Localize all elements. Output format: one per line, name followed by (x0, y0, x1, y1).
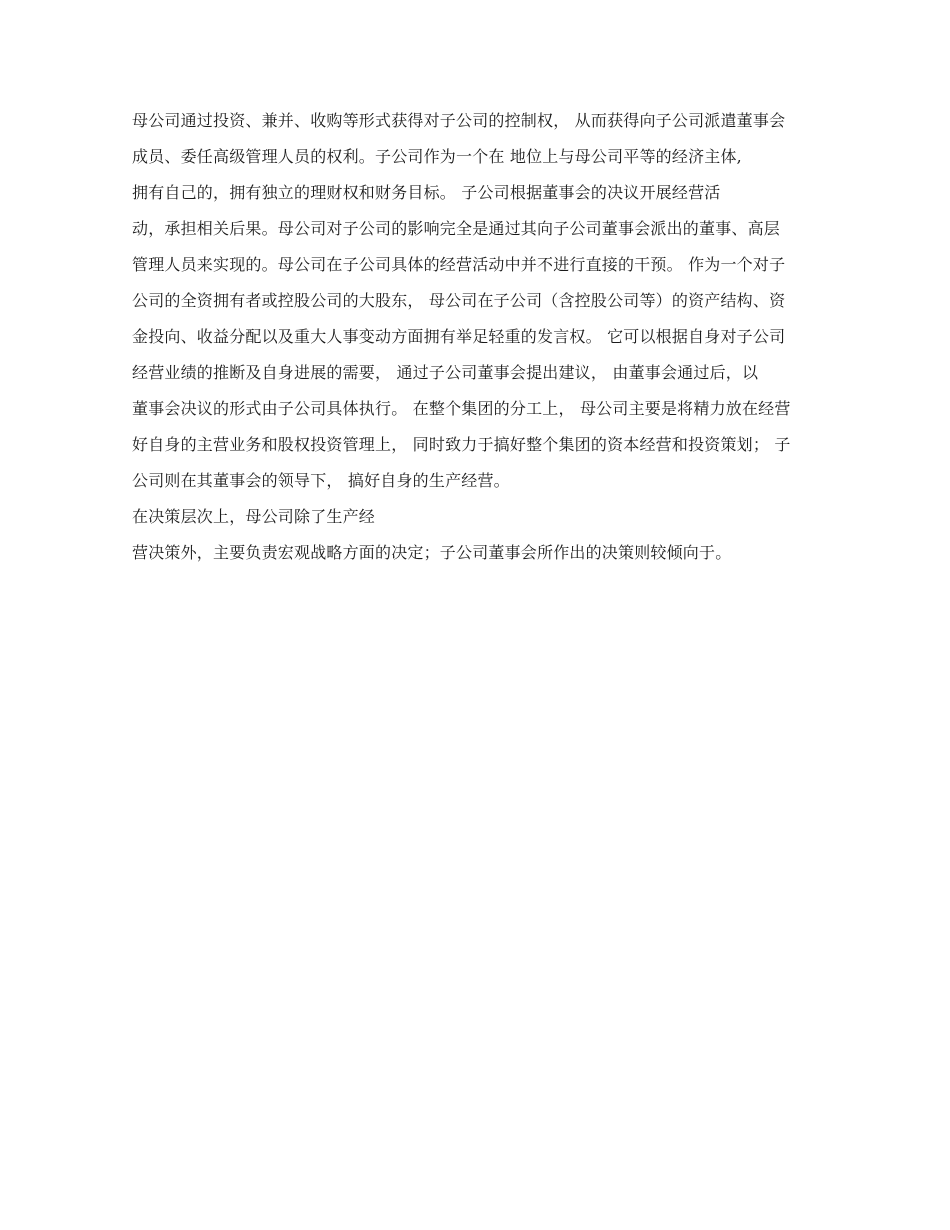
paragraph-13: 营决策外，主要负责宏观战略方面的决定；子公司董事会所作出的决策则较倾向于。 (132, 543, 732, 562)
paragraph-11: 公司则在其董事会的领导下， 搞好自身的生产经营。 (132, 471, 510, 490)
paragraph-7: 金投向、收益分配以及重大人事变动方面拥有举足轻重的发言权。 它可以根据自身对子公司 (132, 327, 786, 346)
paragraph-3: 拥有自己的，拥有独立的理财权和财务目标。 子公司根据董事会的决议开展经营活 (132, 183, 721, 202)
paragraph-2: 成员、委任高级管理人员的权利。子公司作为一个在 地位上与母公司平等的经济主体, (132, 147, 742, 166)
paragraph-9: 董事会决议的形式由子公司具体执行。 在整个集团的分工上， 母公司主要是将精力放在经营 (132, 399, 791, 418)
paragraph-5: 管理人员来实现的。母公司在子公司具体的经营活动中并不进行直接的干预。 作为一个对子 (132, 255, 786, 274)
paragraph-12: 在决策层次上，母公司除了生产经 (132, 507, 376, 526)
document-body (113, 110, 835, 578)
paragraph-8: 经营业绩的推断及自身进展的需要， 通过子公司董事会提出建议， 由董事会通过后，以 (132, 363, 759, 382)
paragraph-10: 好自身的主营业务和股权投资管理上， 同时致力于搞好整个集团的资本经营和投资策划； 子 (132, 435, 791, 454)
paragraph-1: 母公司通过投资、兼并、收购等形式获得对子公司的控制权， 从而获得向子公司派遣董事会 (132, 111, 786, 130)
paragraph-4: 动，承担相关后果。母公司对子公司的影响完全是通过其向子公司董事会派出的董事、高层 (132, 219, 781, 238)
paragraph-6: 公司的全资拥有者或控股公司的大股东， 母公司在子公司（含控股公司等）的资产结构、资 (132, 291, 786, 310)
